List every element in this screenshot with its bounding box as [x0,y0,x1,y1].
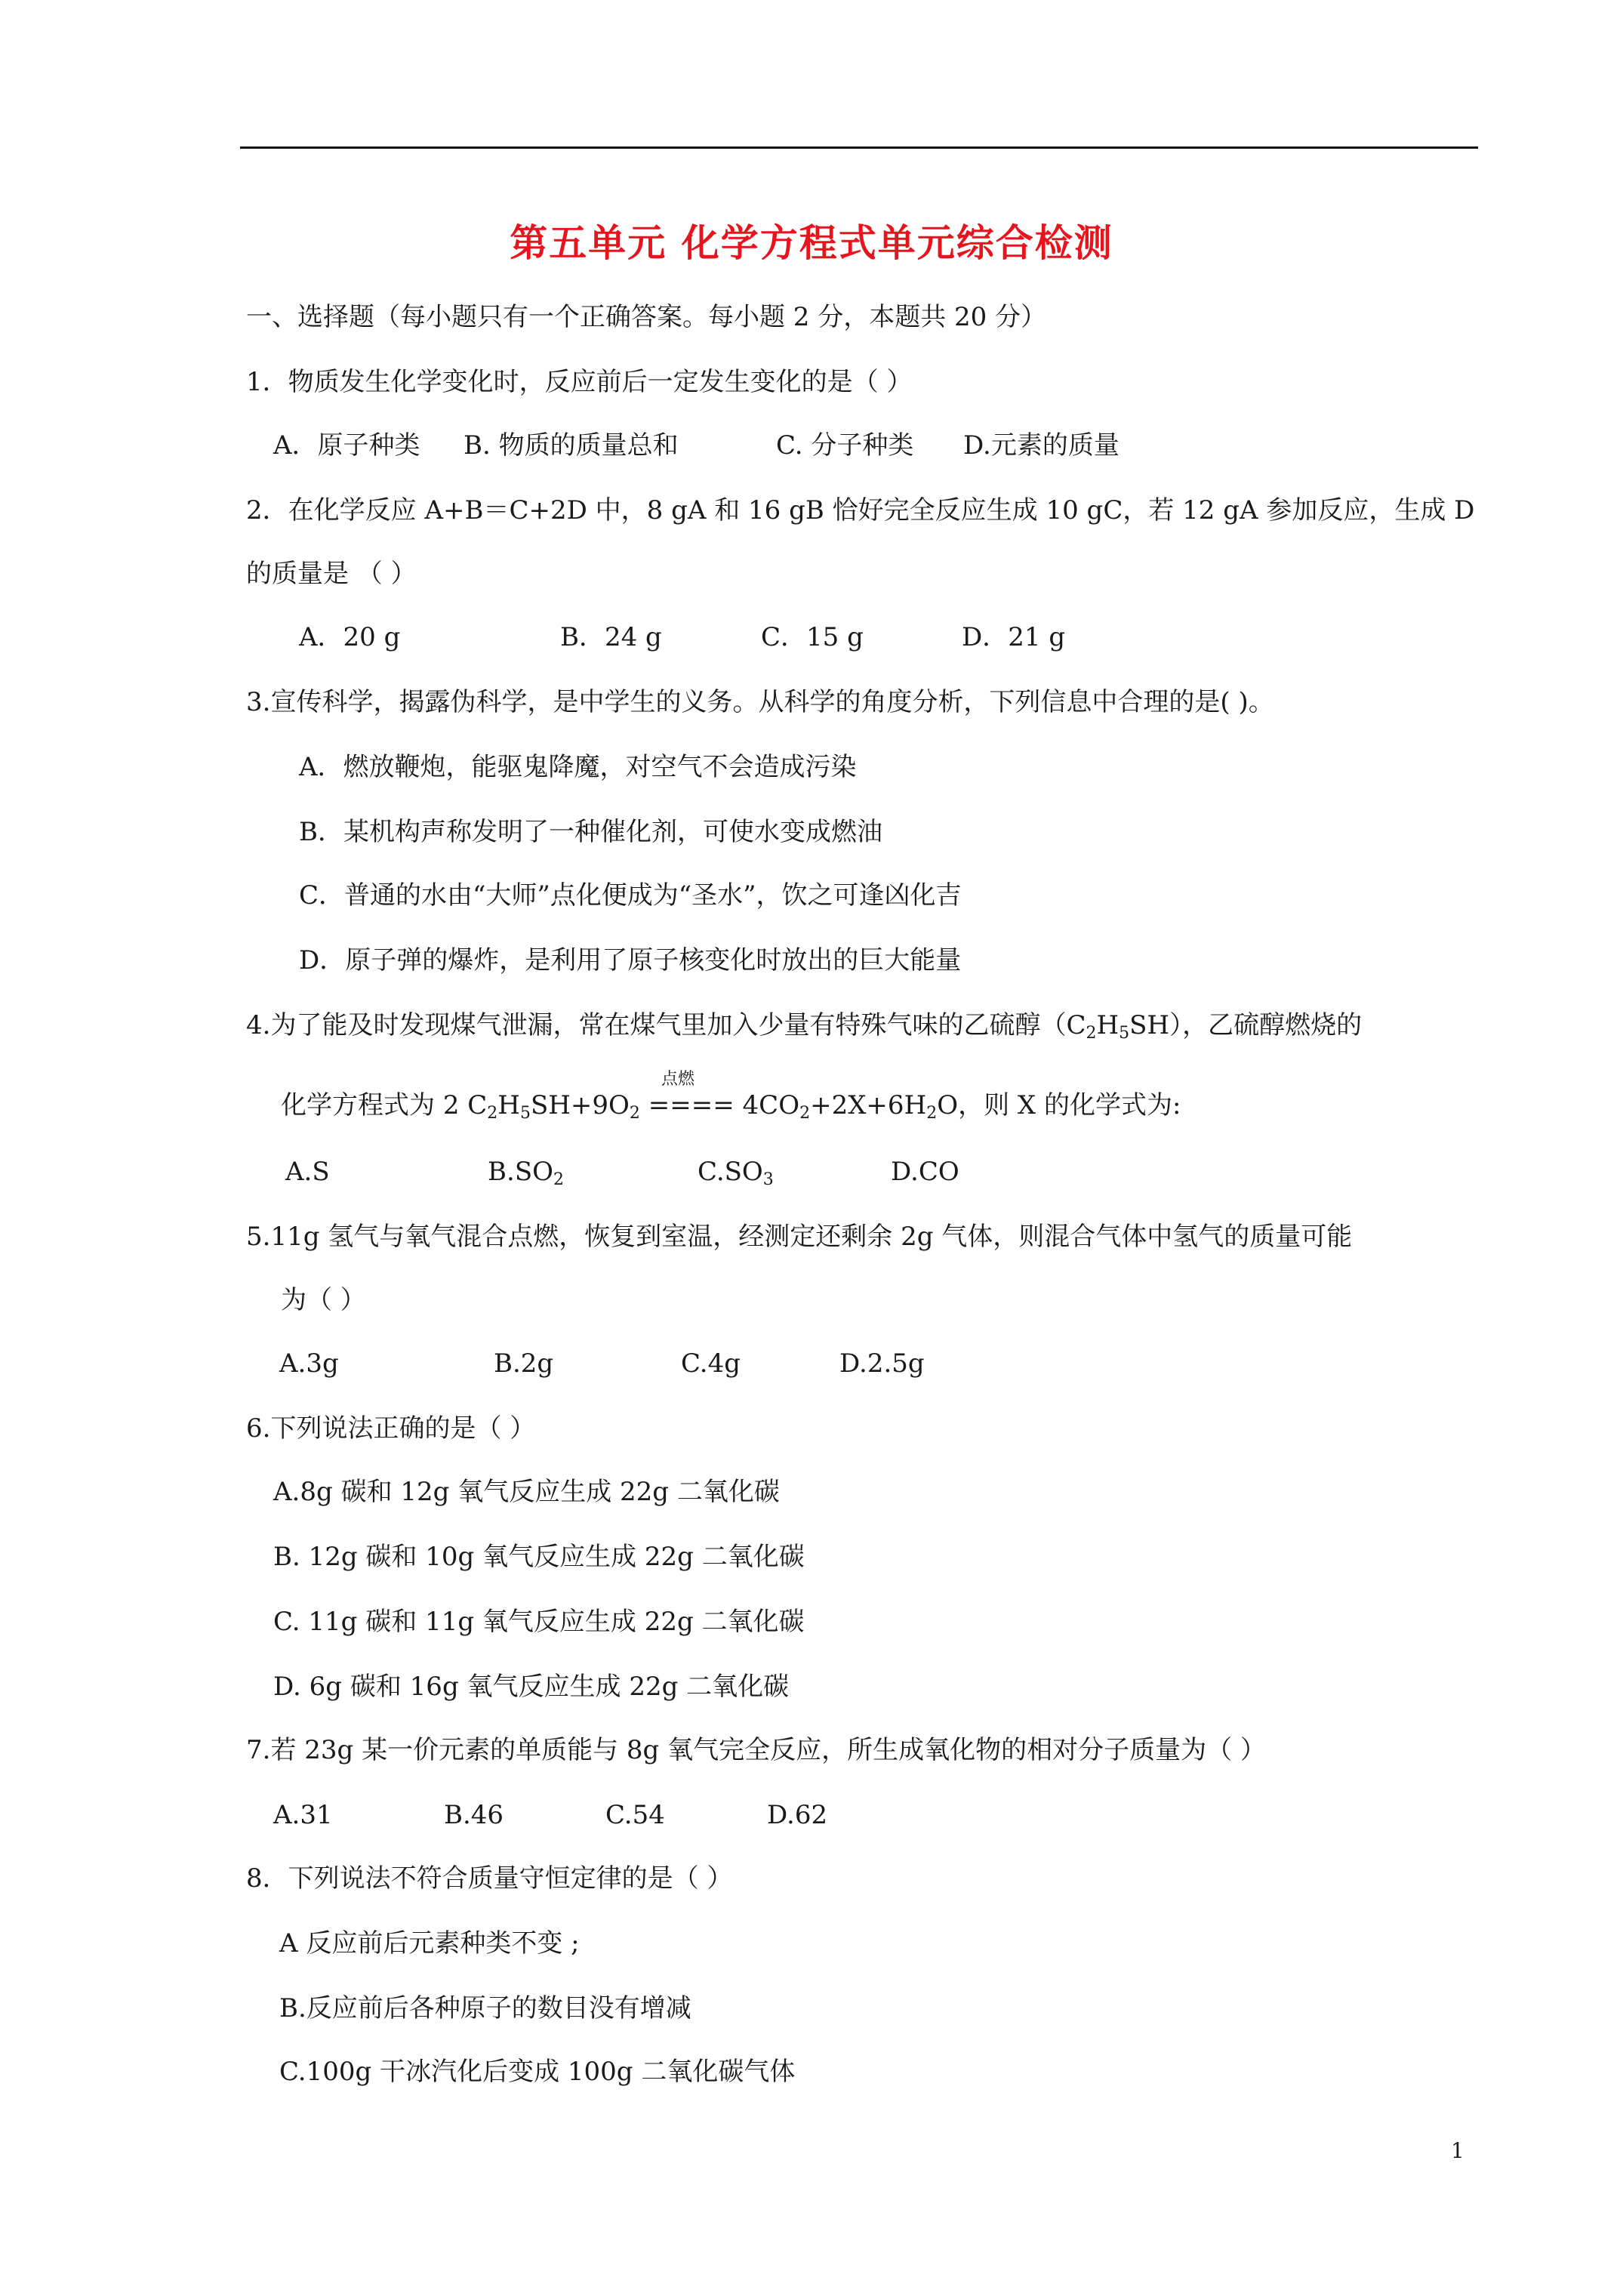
question-5-stem-line1: 5.11g 氢气与氧气混合点燃，恢复到室温，经测定还剩余 2g 气体，则混合气体中氢气的质量可能 [246,1222,1353,1252]
q7-option-c: C.54 [605,1800,665,1830]
q6-option-d: D. 6g 碳和 16g 氧气反应生成 22g 二氧化碳 [273,1672,790,1702]
question-4-stem-line1: 4.为了能及时发现煤气泄漏，常在煤气里加入少量有特殊气味的乙硫醇$(C_2H_5SH)$，乙硫醇燃烧的 [246,1010,1363,1043]
question-1-stem: 1．物质发生化学变化时，反应前后一定发生变化的是（ ） [246,367,913,397]
reaction-condition-label: 点燃 [661,1070,695,1089]
question-7-stem: 7.若 23g 某一价元素的单质能与 8g 氧气完全反应，所生成氧化物的相对分子质量为（ ） [246,1735,1266,1765]
q2-option-a: A．20 g [299,622,401,652]
q1-option-d: D.元素的质量 [963,430,1119,461]
page-number: 1 [1451,2138,1464,2163]
q3-option-a: A．燃放鞭炮，能驱鬼降魔，对空气不会造成污染 [299,752,857,782]
q1-option-c: C. 分子种类 [776,430,914,461]
page-title: 第五单元 化学方程式单元综合检测 [510,221,1113,265]
q8-option-b: B.反应前后各种原子的数目没有增减 [279,1993,691,2023]
q2-option-d: D．21 g [962,622,1066,652]
q7-option-a: A.31 [273,1800,333,1830]
q5-option-d: D.2.5g [839,1348,925,1379]
q3-option-d: D．原子弹的爆炸，是利用了原子核变化时放出的巨大能量 [299,945,962,975]
header-rule [240,146,1478,149]
q7-option-b: B.46 [444,1800,504,1830]
question-5-stem-line2: 为（ ） [281,1285,366,1315]
q5-option-b: B.2g [494,1348,554,1379]
question-2-stem-line2: 的质量是 （ ） [246,559,417,589]
q6-option-c: C. 11g 碳和 11g 氧气反应生成 22g 二氧化碳 [273,1607,805,1637]
q7-option-d: D.62 [767,1800,828,1830]
q2-option-b: B．24 g [560,622,662,652]
question-4-stem-line2: 化学方程式为 2 $C_2H_5SH+9O_2$ ==== $4CO_2+2X+6H_2O$，则 X 的化学式为: [281,1090,1181,1123]
q1-option-b: B. 物质的质量总和 [463,430,679,461]
q4-option-c: $C.SO_3$ [698,1157,774,1189]
question-6-stem: 6.下列说法正确的是（ ） [246,1413,536,1444]
q3-option-b: B．某机构声称发明了一种催化剂，可使水变成燃油 [299,817,882,847]
q6-option-a: A.8g 碳和 12g 氧气反应生成 22g 二氧化碳 [273,1477,780,1507]
q3-option-c: C．普通的水由“大师”点化便成为“圣水”，饮之可逢凶化吉 [299,880,962,911]
q4-option-a: A.S [285,1157,330,1187]
q2-option-c: C．15 g [761,622,864,652]
question-2-stem-line1: 2．在化学反应 A+B＝C+2D 中，8 gA 和 16 gB 恰好完全反应生成 10 gC，若 12 gA 参加反应，生成 D [246,495,1475,525]
q5-option-a: A.3g [279,1348,339,1379]
q6-option-b: B. 12g 碳和 10g 氧气反应生成 22g 二氧化碳 [273,1542,805,1572]
q5-option-c: C.4g [681,1348,741,1379]
q1-option-a: A．原子种类 [273,430,420,461]
q4-option-d: D.CO [891,1157,959,1187]
section-heading: 一、选择题（每小题只有一个正确答案。每小题 2 分，本题共 20 分） [246,302,1047,332]
question-3-stem: 3.宣传科学，揭露伪科学，是中学生的义务。从科学的角度分析，下列信息中合理的是( )。 [246,687,1274,717]
q8-option-a: A 反应前后元素种类不变 ; [279,1928,580,1959]
q4-option-b: $B.SO_2$ [488,1157,564,1189]
question-8-stem: 8．下列说法不符合质量守恒定律的是（ ） [246,1863,733,1894]
q8-option-c: C.100g 干冰汽化后变成 100g 二氧化碳气体 [279,2057,796,2087]
